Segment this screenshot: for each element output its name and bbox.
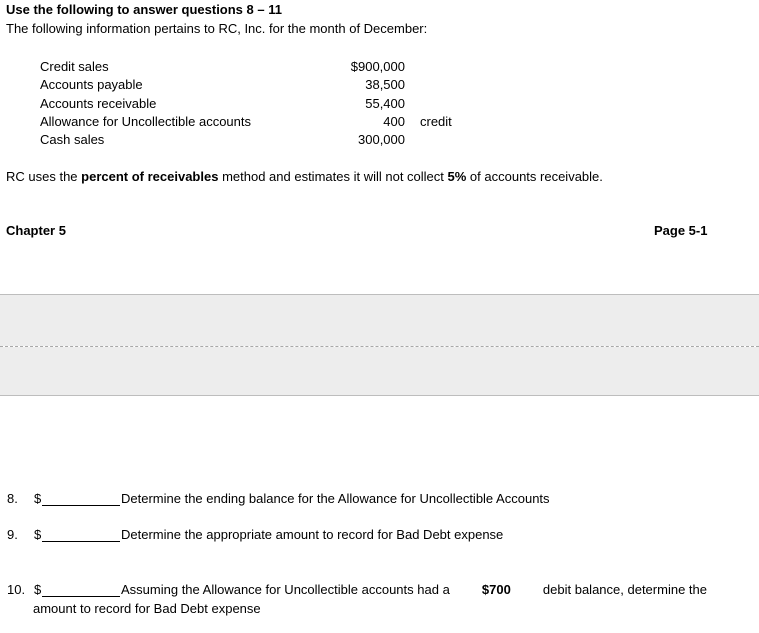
- row-value-credit-sales: $900,000: [350, 59, 405, 74]
- question-text-suffix: debit balance, determine the: [539, 582, 707, 597]
- question-text-prefix: Assuming the Allowance for Uncollectible accounts had a: [121, 582, 454, 597]
- method-name: percent of receivables: [81, 169, 219, 184]
- method-prefix: RC uses the: [6, 169, 82, 184]
- dollar-sign: $: [34, 527, 42, 542]
- row-value-accounts-payable: 38,500: [365, 77, 405, 92]
- row-label-accounts-payable: Accounts payable: [40, 77, 143, 92]
- question-text: [121, 582, 707, 597]
- question-text-continued: amount to record for Bad Debt expense: [33, 601, 261, 616]
- question-amount: $700: [481, 582, 511, 597]
- answer-blank[interactable]: [42, 541, 120, 542]
- method-middle: method and estimates it will not collect: [218, 169, 448, 184]
- answer-blank[interactable]: [42, 505, 120, 506]
- dollar-sign: $: [34, 491, 42, 506]
- intro-text: The following information pertains to RC, Inc. for the month of December:: [6, 21, 428, 36]
- answer-blank[interactable]: [42, 596, 120, 597]
- method-percent: 5%: [447, 169, 467, 184]
- question-text: Determine the ending balance for the Allowance for Uncollectible Accounts: [121, 491, 550, 506]
- question-number: 10.: [7, 582, 26, 597]
- question-number: 9.: [7, 527, 18, 542]
- row-label-credit-sales: Credit sales: [40, 59, 109, 74]
- row-note-allowance: credit: [420, 114, 452, 129]
- question-text: Determine the appropriate amount to record for Bad Debt expense: [121, 527, 504, 542]
- row-value-accounts-receivable: 55,400: [365, 96, 405, 111]
- page-break-band-bottom: [0, 347, 759, 396]
- method-statement: [6, 169, 603, 184]
- row-label-allowance: Allowance for Uncollectible accounts: [40, 114, 251, 129]
- page-number: Page 5-1: [654, 223, 708, 238]
- row-label-cash-sales: Cash sales: [40, 132, 105, 147]
- method-suffix: of accounts receivable.: [466, 169, 603, 184]
- question-number: 8.: [7, 491, 18, 506]
- page-break-band-top: [0, 294, 759, 346]
- chapter-label: Chapter 5: [6, 223, 66, 238]
- dollar-sign: $: [34, 582, 42, 597]
- instruction-heading: Use the following to answer questions 8 – 11: [6, 2, 282, 17]
- row-value-allowance: 400: [383, 114, 405, 129]
- row-label-accounts-receivable: Accounts receivable: [40, 96, 157, 111]
- row-value-cash-sales: 300,000: [358, 132, 405, 147]
